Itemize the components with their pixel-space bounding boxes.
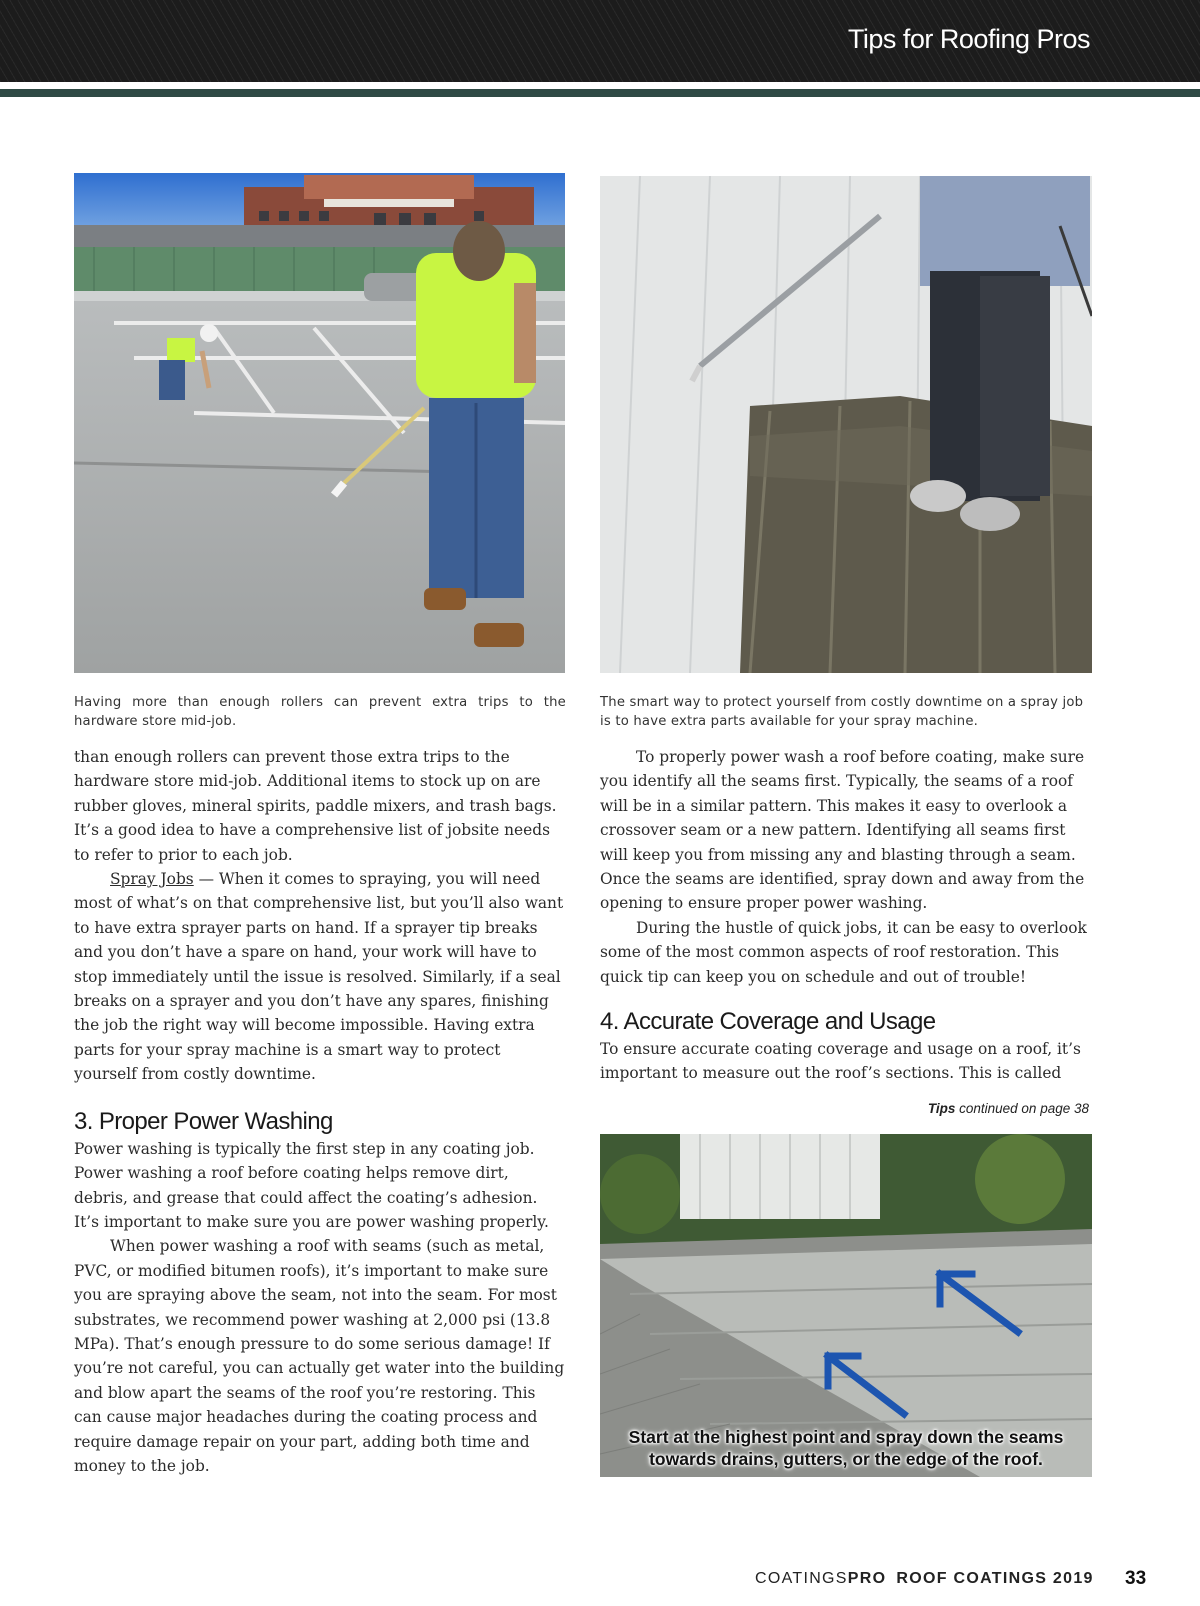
- seams-caption-line-2: towards drains, gutters, or the edge of the roof.: [649, 1449, 1043, 1469]
- footer-credit: [755, 1570, 1094, 1588]
- paragraph: When power washing a roof with seams (such as metal, PVC, or modified bitumen roofs), it’s important to make sure you are spraying above the seam, not into the seam. For most substrates, we recommend power washing at 2,000 psi (13.8 MPa). That’s enough pressure to do some serious damage! If you’re not careful, you can actually get water into the building and blow apart the seams of the roof you’re restoring. This can cause major headaches during the coating process and require damage repair on your part, adding both time and money to the job.: [74, 1237, 565, 1475]
- paragraph: To properly power wash a roof before coating, make sure you identify all the seams first. Typically, the seams of a roof will be in a similar pattern. This makes it easy to overlook a crossover seam or a new pattern. Identifying all seams first will keep you from missing any and blasting through a seam. Once the seams are identified, spray down and away from the opening to ensure proper power washing.: [600, 748, 1085, 913]
- header-banner: [0, 0, 1200, 82]
- paragraph: [74, 867, 566, 1087]
- page-number: 33: [1125, 1568, 1147, 1589]
- continued-note: [600, 1101, 1089, 1116]
- rollers-photo: [74, 173, 565, 673]
- paragraph: than enough rollers can prevent those extra trips to the hardware store mid-job. Additional items to stock up on are rubber gloves, mineral spirits, paddle mixers, and trash bags. It’s a good idea to have a comprehensive list of jobsite needs to refer to prior to each job.: [74, 748, 557, 864]
- left-column: [74, 745, 566, 1478]
- rollers-caption: Having more than enough rollers can prevent extra trips to the hardware store mid-job.: [74, 695, 566, 729]
- accent-rule: [0, 89, 1200, 97]
- section-title: Tips for Roofing Pros: [847, 24, 1090, 54]
- paragraph: During the hustle of quick jobs, it can be easy to overlook some of the most common aspects of roof restoration. This quick tip can keep you on schedule and out of trouble!: [600, 918, 1087, 986]
- section-heading: 3. Proper Power Washing: [74, 1107, 333, 1135]
- issue-name: ROOF COATINGS 2019: [896, 1570, 1094, 1587]
- paragraph: Power washing is typically the first step in any coating job. Power washing a roof before coating helps remove dirt, debris, and grease that could affect the coating’s adhesion. It’s important to make sure you are power washing properly.: [74, 1139, 549, 1231]
- spray-caption: The smart way to protect yourself from costly downtime on a spray job is to have extra parts available for your spray machine.: [600, 695, 1084, 729]
- continued-label: Tips: [927, 1101, 956, 1116]
- brand-suffix: PRO: [847, 1570, 887, 1587]
- header-divider: [0, 82, 1200, 89]
- paragraph: To ensure accurate coating coverage and usage on a roof, it’s important to measure out the roof’s sections. This is called: [600, 1040, 1081, 1083]
- continued-text: continued on page 38: [955, 1101, 1089, 1116]
- section-heading: 4. Accurate Coverage and Usage: [600, 1008, 936, 1036]
- spray-jobs-label: Spray Jobs: [110, 870, 194, 889]
- brand-name: COATINGS: [755, 1570, 848, 1587]
- seams-photo: [600, 1134, 1092, 1477]
- seams-caption-line-1: Start at the highest point and spray down the seams: [628, 1427, 1064, 1447]
- right-column: [600, 745, 1092, 1086]
- spray-photo: [600, 176, 1092, 673]
- paragraph-text: — When it comes to spraying, you will need most of what’s on that comprehensive list, but you’ll also want to have extra sprayer parts on hand. If a sprayer tip breaks and you don’t have a spare on hand, your work will have to stop immediately until the issue is resolved. Similarly, if a seal breaks on a sprayer and you don’t have any spares, finishing the job the right way will become impossible. Having extra parts for your spray machine is a smart way to protect yourself from costly downtime.: [74, 870, 564, 1084]
